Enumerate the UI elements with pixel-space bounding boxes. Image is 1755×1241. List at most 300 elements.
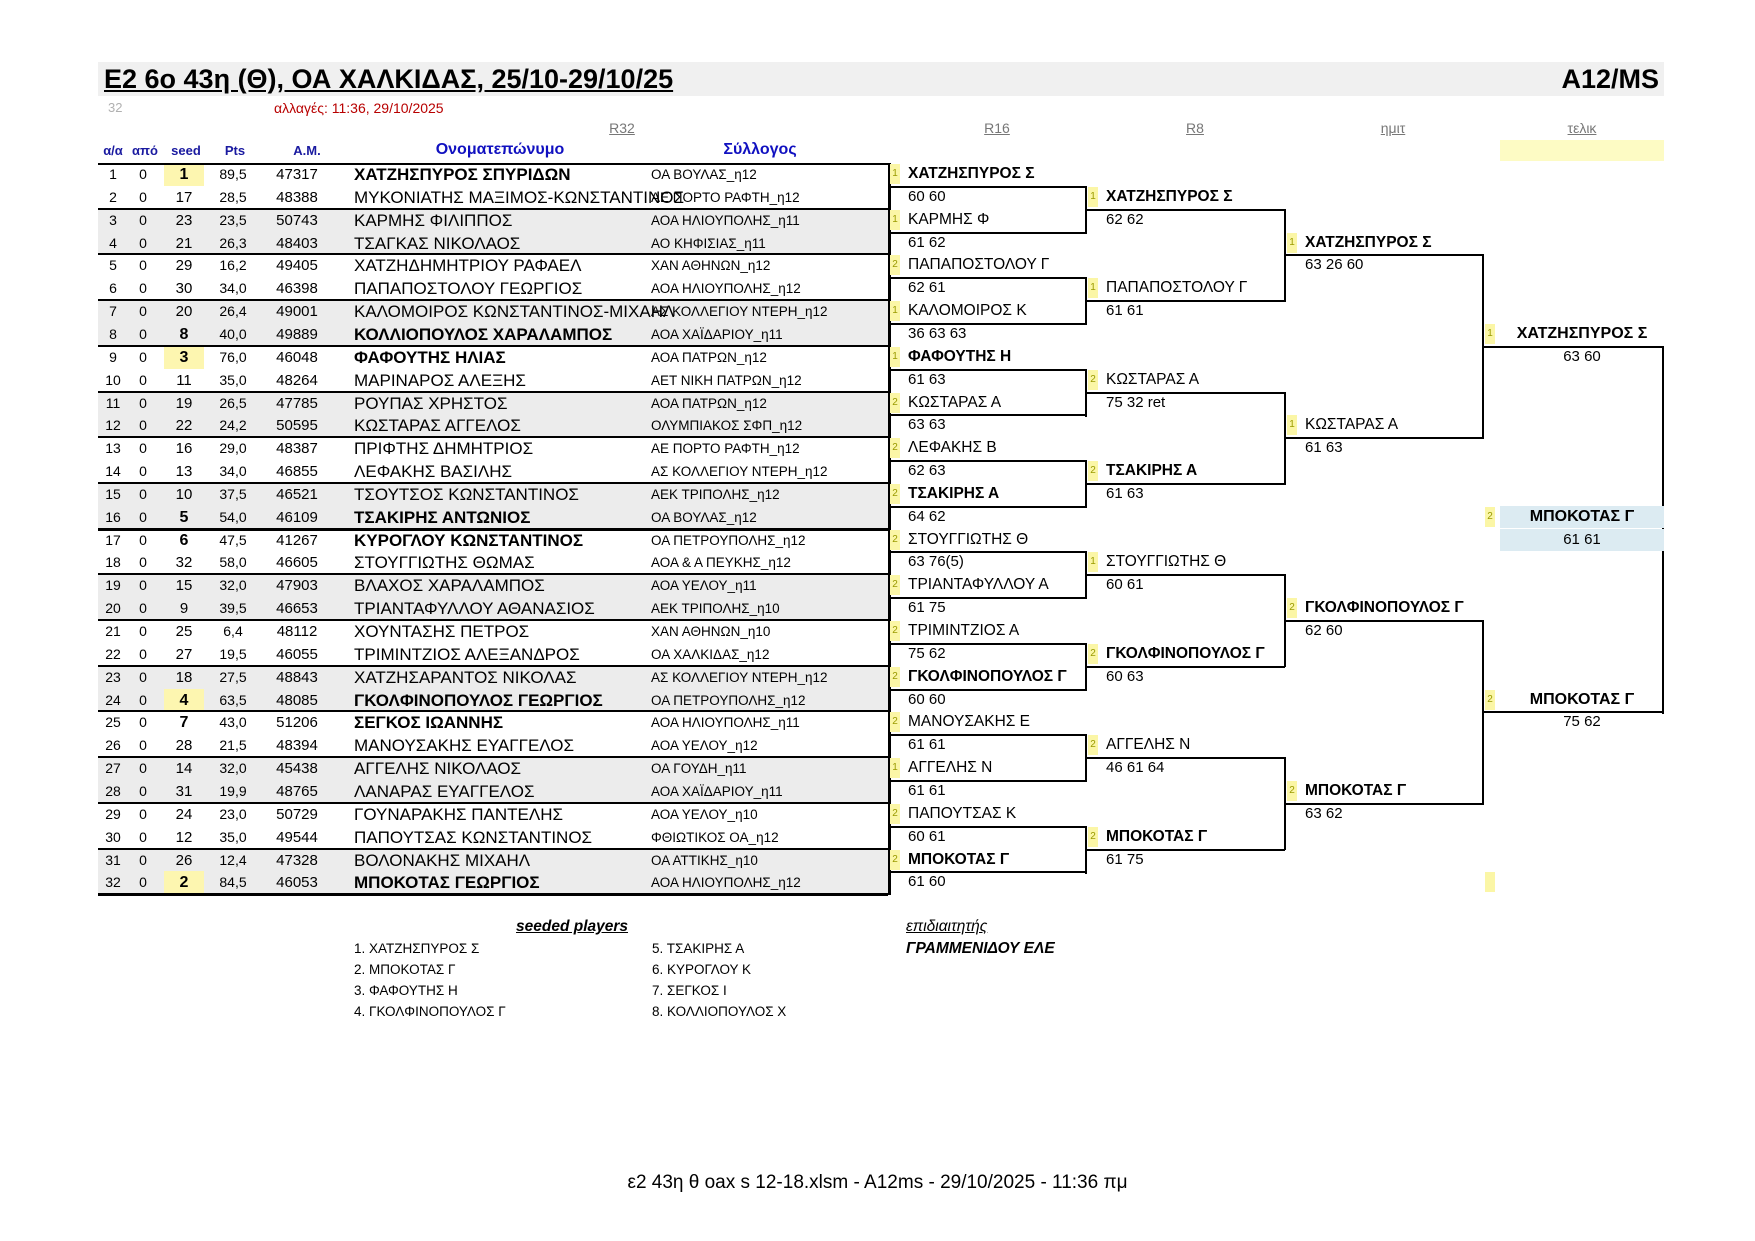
r16-winner-name: ΜΠΟΚΟΤΑΣ Γ bbox=[1106, 827, 1208, 845]
player-seed: 2 bbox=[164, 871, 204, 894]
player-club: ΟΛΥΜΠΙΑΚΟΣ ΣΦΠ_η12 bbox=[651, 418, 803, 434]
r32-winner-name: ΚΩΣΤΑΡΑΣ Α bbox=[908, 393, 1002, 411]
r32-winner-name: ΑΓΓΕΛΗΣ Ν bbox=[908, 759, 993, 777]
player-seed: 23 bbox=[175, 211, 193, 229]
r8-winner-name: ΜΠΟΚΟΤΑΣ Γ bbox=[1305, 781, 1407, 799]
bracket-position-marker: 2 bbox=[1287, 781, 1297, 801]
player-club: ΑΟΑ ΗΛΙΟΥΠΟΛΗΣ_η11 bbox=[651, 212, 800, 228]
table-row bbox=[98, 369, 888, 392]
table-row bbox=[98, 506, 888, 529]
table-border bbox=[98, 436, 888, 438]
player-number: 10 bbox=[105, 371, 121, 388]
player-from: 0 bbox=[139, 668, 147, 685]
table-border bbox=[98, 756, 888, 758]
bracket-position-marker: 1 bbox=[890, 210, 900, 230]
r32-winner-name: ΠΑΠΟΥΤΣΑΣ Κ bbox=[908, 804, 1017, 822]
player-from: 0 bbox=[139, 554, 147, 571]
r16-winner-name: ΤΣΑΚΙΡΗΣ Α bbox=[1106, 462, 1198, 480]
r32-winner-score: 75 62 bbox=[908, 644, 946, 662]
footer-file-info: ε2 43η θ oax s 12-18.xlsm - A12ms - 29/10/2025 - 11:36 πμ bbox=[627, 1172, 1128, 1193]
bracket-position-marker: 2 bbox=[1088, 827, 1098, 847]
table-border bbox=[98, 710, 888, 712]
player-club: ΑΟΑ & Α ΠΕΥΚΗΣ_η12 bbox=[651, 555, 791, 571]
bracket-position-marker: 2 bbox=[890, 484, 900, 504]
bracket-position-marker: 1 bbox=[1088, 552, 1098, 572]
table-row bbox=[98, 780, 888, 803]
bracket-position-marker: 2 bbox=[1287, 598, 1297, 618]
player-points: 26,5 bbox=[219, 394, 247, 411]
table-row bbox=[98, 277, 888, 300]
table-row bbox=[98, 826, 888, 849]
table-row bbox=[98, 803, 888, 826]
player-number: 26 bbox=[105, 737, 121, 754]
bracket-position-marker: 2 bbox=[1088, 644, 1098, 664]
player-from: 0 bbox=[139, 623, 147, 639]
player-seed: 9 bbox=[179, 600, 189, 618]
player-name: ΒΟΛΟΝΑΚΗΣ ΜΙΧΑΗΛ bbox=[354, 850, 531, 870]
player-name: ΤΣΑΓΚΑΣ ΝΙΚΟΛΑΟΣ bbox=[354, 233, 521, 253]
player-from: 0 bbox=[139, 645, 147, 662]
r16-winner-score: 61 75 bbox=[1106, 850, 1144, 868]
table-border bbox=[98, 893, 888, 896]
player-points: 40,0 bbox=[219, 325, 247, 342]
player-am: 48394 bbox=[276, 737, 318, 755]
r16-winner-score: 61 61 bbox=[1106, 302, 1144, 320]
bracket-position-marker: 2 bbox=[890, 804, 900, 824]
bracket-position-marker: 2 bbox=[890, 393, 900, 413]
r8-winner-name: ΚΩΣΤΑΡΑΣ Α bbox=[1305, 416, 1399, 434]
player-am: 46109 bbox=[276, 508, 318, 526]
bracket-line bbox=[1086, 392, 1285, 394]
player-points: 26,3 bbox=[219, 234, 247, 251]
player-number: 7 bbox=[109, 303, 117, 320]
player-club: ΑΟΑ ΗΛΙΟΥΠΟΛΗΣ_η11 bbox=[651, 715, 800, 731]
bracket-line bbox=[1086, 757, 1285, 759]
player-club: ΟΑ ΠΕΤΡΟΥΠΟΛΗΣ_η12 bbox=[651, 532, 806, 548]
table-row bbox=[98, 689, 888, 712]
r32-winner-score: 60 60 bbox=[908, 690, 946, 708]
player-from: 0 bbox=[139, 600, 147, 617]
col-header-pts: Pts bbox=[224, 143, 246, 158]
r16-winner-name: ΧΑΤΖΗΣΠΥΡΟΣ Σ bbox=[1106, 187, 1233, 205]
player-points: 23,0 bbox=[219, 805, 247, 822]
r16-winner-name: ΑΓΓΕΛΗΣ Ν bbox=[1106, 736, 1191, 754]
bracket-position-marker: 1 bbox=[1287, 233, 1297, 253]
r16-winner-name: ΓΚΟΛΦΙΝΟΠΟΥΛΟΣ Γ bbox=[1106, 644, 1265, 662]
bracket-line bbox=[888, 689, 1086, 691]
player-name: ΧΑΤΖΗΣΑΡΑΝΤΟΣ ΝΙΚΟΛΑΣ bbox=[354, 667, 577, 687]
r32-winner-score: 61 75 bbox=[908, 599, 946, 617]
player-seed: 16 bbox=[175, 440, 193, 458]
bracket-line bbox=[1086, 483, 1285, 485]
r32-winner-score: 62 63 bbox=[908, 462, 946, 480]
player-seed: 11 bbox=[176, 371, 192, 389]
player-seed: 12 bbox=[175, 828, 193, 846]
referee-label: επιδιαιτητής bbox=[906, 918, 988, 935]
player-points: 27,5 bbox=[219, 668, 247, 685]
player-number: 27 bbox=[105, 760, 121, 777]
player-name: ΠΑΠΟΥΤΣΑΣ ΚΩΝΣΤΑΝΤΙΝΟΣ bbox=[354, 827, 593, 847]
r32-winner-name: ΤΡΙΜΙΝΤΖΙΟΣ Α bbox=[908, 622, 1020, 639]
player-points: 32,0 bbox=[219, 577, 247, 594]
r16-winner-name: ΣΤΟΥΓΓΙΩΤΗΣ Θ bbox=[1106, 553, 1227, 571]
player-from: 0 bbox=[139, 805, 147, 822]
player-name: ΚΟΛΛΙΟΠΟΥΛΟΣ ΧΑΡΑΛΑΜΠΟΣ bbox=[354, 324, 613, 344]
bracket-line bbox=[1086, 209, 1285, 211]
player-am: 46053 bbox=[276, 874, 318, 892]
bracket-position-marker: 2 bbox=[1088, 461, 1098, 481]
player-number: 21 bbox=[105, 623, 121, 639]
player-points: 12,4 bbox=[219, 851, 247, 868]
sf-winner-name: ΧΑΤΖΗΣΠΥΡΟΣ Σ bbox=[1516, 324, 1648, 342]
bracket-line bbox=[1483, 711, 1664, 713]
round-label-final: τελικ bbox=[1567, 120, 1597, 136]
bracket-line bbox=[888, 826, 1086, 828]
r8-winner-name: ΧΑΤΖΗΣΠΥΡΟΣ Σ bbox=[1305, 233, 1432, 251]
player-points: 35,0 bbox=[219, 828, 247, 845]
player-from: 0 bbox=[139, 348, 147, 365]
player-from: 0 bbox=[139, 280, 147, 297]
player-am: 47317 bbox=[276, 166, 318, 183]
player-points: 35,0 bbox=[219, 371, 247, 388]
player-from: 0 bbox=[139, 371, 147, 388]
round-label-r16: R16 bbox=[984, 120, 1010, 136]
table-row bbox=[98, 620, 888, 643]
r32-winner-score: 63 63 bbox=[908, 416, 946, 434]
r16-winner-score: 75 32 ret bbox=[1106, 393, 1166, 411]
player-club: ΟΑ ΓΟΥΔΗ_η11 bbox=[651, 761, 747, 777]
player-seed: 1 bbox=[164, 163, 204, 186]
player-from: 0 bbox=[139, 166, 147, 182]
bracket-position-marker: 1 bbox=[1088, 187, 1098, 207]
r8-winner-score: 63 26 60 bbox=[1305, 256, 1364, 274]
bracket-line bbox=[1086, 849, 1285, 851]
player-from: 0 bbox=[139, 531, 147, 548]
bracket-position-marker: 2 bbox=[1485, 690, 1495, 710]
player-seed: 30 bbox=[175, 280, 193, 298]
r32-winner-score: 63 76(5) bbox=[908, 553, 964, 571]
table-row bbox=[98, 529, 888, 552]
player-from: 0 bbox=[139, 828, 147, 845]
table-row bbox=[98, 460, 888, 483]
player-club: ΑΟΑ ΧΑΪΔΑΡΙΟΥ_η11 bbox=[651, 783, 783, 799]
player-club: ΑΕΤ ΝΙΚΗ ΠΑΤΡΩΝ_η12 bbox=[651, 372, 802, 388]
player-seed: 31 bbox=[175, 782, 193, 800]
player-am: 48388 bbox=[276, 188, 318, 206]
r32-winner-name: ΜΠΟΚΟΤΑΣ Γ bbox=[908, 850, 1010, 868]
seed-entry: 8. ΚΟΛΛΙΟΠΟΥΛΟΣ Χ bbox=[652, 1004, 787, 1019]
bracket-line bbox=[1285, 254, 1483, 256]
player-from: 0 bbox=[139, 691, 147, 708]
player-seed: 25 bbox=[175, 623, 193, 640]
round-label-r32: R32 bbox=[609, 120, 635, 136]
player-points: 39,5 bbox=[219, 600, 247, 617]
player-seed: 8 bbox=[179, 325, 189, 343]
r16-winner-name: ΚΩΣΤΑΡΑΣ Α bbox=[1106, 370, 1200, 388]
table-row bbox=[98, 734, 888, 757]
player-from: 0 bbox=[139, 257, 147, 274]
player-from: 0 bbox=[139, 485, 147, 502]
player-number: 22 bbox=[105, 645, 121, 662]
player-am: 48765 bbox=[276, 782, 318, 800]
player-club: ΑΟΑ ΗΛΙΟΥΠΟΛΗΣ_η12 bbox=[651, 281, 801, 297]
player-seed: 24 bbox=[175, 805, 193, 823]
r16-winner-score: 60 61 bbox=[1106, 576, 1144, 594]
player-club: ΟΑ ΧΑΛΚΙΔΑΣ_η12 bbox=[651, 646, 770, 662]
table-border bbox=[98, 163, 888, 165]
player-name: ΧΑΤΖΗΣΠΥΡΟΣ ΣΠΥΡΙΔΩΝ bbox=[354, 165, 571, 184]
seed-entry: 6. ΚΥΡΟΓΛΟΥ Κ bbox=[652, 962, 752, 977]
r32-winner-score: 61 60 bbox=[908, 873, 946, 891]
player-points: 24,2 bbox=[219, 417, 247, 434]
player-club: ΟΑ ΠΕΤΡΟΥΠΟΛΗΣ_η12 bbox=[651, 692, 806, 708]
table-row bbox=[98, 597, 888, 620]
player-points: 34,0 bbox=[219, 280, 247, 297]
bracket-line bbox=[1285, 620, 1483, 622]
player-name: ΚΑΡΜΗΣ ΦΙΛΙΠΠΟΣ bbox=[354, 210, 513, 230]
table-border bbox=[98, 345, 888, 347]
bracket-position-marker: 2 bbox=[890, 667, 900, 687]
col-header-name: Ονοματεπώνυμο bbox=[435, 141, 565, 158]
player-number: 29 bbox=[105, 805, 121, 822]
bracket-position-marker: 1 bbox=[890, 301, 900, 321]
player-number: 15 bbox=[105, 485, 121, 502]
r32-winner-name: ΦΑΦΟΥΤΗΣ Η bbox=[908, 347, 1012, 365]
player-name: ΣΕΓΚΟΣ ΙΩΑΝΝΗΣ bbox=[354, 713, 504, 733]
table-row bbox=[98, 163, 888, 186]
bracket-position-marker: 2 bbox=[890, 438, 900, 458]
bracket-position-marker: 2 bbox=[890, 575, 900, 595]
seed-entry: 3. ΦΑΦΟΥΤΗΣ Η bbox=[354, 983, 458, 998]
r16-winner-score: 62 62 bbox=[1106, 210, 1144, 228]
draw-size: 32 bbox=[108, 100, 123, 115]
r32-winner-name: ΓΚΟΛΦΙΝΟΠΟΥΛΟΣ Γ bbox=[908, 667, 1067, 685]
player-number: 16 bbox=[105, 508, 121, 525]
r32-winner-score: 61 61 bbox=[908, 736, 946, 754]
referee-name: ΓΡΑΜΜΕΝΙΔΟΥ ΕΛΕ bbox=[906, 940, 1055, 957]
player-club: ΑΟΑ ΠΑΤΡΩΝ_η12 bbox=[651, 349, 767, 365]
player-number: 20 bbox=[105, 600, 121, 617]
player-from: 0 bbox=[139, 440, 147, 457]
bracket-line bbox=[1086, 666, 1285, 668]
table-row bbox=[98, 323, 888, 346]
player-name: ΤΡΙΑΝΤΑΦΥΛΛΟΥ ΑΘΑΝΑΣΙΟΣ bbox=[354, 599, 595, 619]
player-points: 19,5 bbox=[219, 645, 247, 662]
r8-winner-score: 63 62 bbox=[1305, 804, 1343, 822]
r32-winner-score: 61 61 bbox=[908, 781, 946, 799]
player-points: 76,0 bbox=[219, 348, 247, 365]
bracket-position-marker: 2 bbox=[1088, 370, 1098, 390]
r16-winner-name: ΠΑΠΑΠΟΣΤΟΛΟΥ Γ bbox=[1106, 279, 1248, 297]
player-number: 17 bbox=[105, 531, 121, 548]
player-seed: 6 bbox=[179, 531, 189, 549]
table-row bbox=[98, 574, 888, 597]
player-club: ΑΟΑ ΗΛΙΟΥΠΟΛΗΣ_η12 bbox=[651, 875, 801, 891]
table-border bbox=[98, 802, 888, 804]
player-name: ΣΤΟΥΓΓΙΩΤΗΣ ΘΩΜΑΣ bbox=[354, 553, 535, 573]
player-am: 49405 bbox=[276, 257, 318, 275]
player-seed: 5 bbox=[179, 508, 189, 526]
table-row bbox=[98, 849, 888, 872]
table-row bbox=[98, 757, 888, 780]
player-club: ΑΕ ΠΟΡΤΟ ΡΑΦΤΗ_η12 bbox=[651, 441, 800, 457]
bracket-position-marker: 1 bbox=[890, 758, 900, 778]
r32-winner-name: ΧΑΤΖΗΣΠΥΡΟΣ Σ bbox=[908, 165, 1035, 182]
player-name: ΠΡΙΦΤΗΣ ΔΗΜΗΤΡΙΟΣ bbox=[354, 439, 534, 459]
player-points: 63,5 bbox=[219, 691, 247, 708]
player-am: 49001 bbox=[276, 303, 318, 321]
player-name: ΦΑΦΟΥΤΗΣ ΗΛΙΑΣ bbox=[354, 347, 506, 367]
player-from: 0 bbox=[139, 234, 147, 251]
player-club: ΧΑΝ ΑΘΗΝΩΝ_η12 bbox=[651, 258, 771, 274]
player-number: 19 bbox=[105, 577, 121, 594]
table-border bbox=[98, 665, 888, 667]
player-points: 32,0 bbox=[219, 760, 247, 777]
sf-winner-name: ΜΠΟΚΟΤΑΣ Γ bbox=[1529, 690, 1635, 708]
empty-marker bbox=[1485, 872, 1495, 892]
bracket-line bbox=[888, 506, 1086, 508]
player-seed: 15 bbox=[175, 577, 193, 595]
r32-winner-name: ΚΑΛΟΜΟΙΡΟΣ Κ bbox=[908, 302, 1027, 320]
bracket-line bbox=[1285, 803, 1483, 805]
table-border bbox=[98, 299, 888, 301]
player-from: 0 bbox=[139, 508, 147, 525]
sf-winner-score: 63 60 bbox=[1563, 347, 1601, 365]
r32-winner-score: 61 63 bbox=[908, 370, 946, 388]
player-club: ΟΑ ΒΟΥΛΑΣ_η12 bbox=[651, 509, 757, 525]
player-name: ΡΟΥΠΑΣ ΧΡΗΣΤΟΣ bbox=[354, 393, 508, 413]
player-number: 30 bbox=[105, 828, 121, 845]
player-am: 45438 bbox=[276, 760, 318, 778]
player-name: ΤΣΟΥΤΣΟΣ ΚΩΝΣΤΑΝΤΙΝΟΣ bbox=[354, 484, 579, 504]
player-club: ΑΟΑ ΧΑΪΔΑΡΙΟΥ_η11 bbox=[651, 326, 783, 342]
table-row bbox=[98, 186, 888, 209]
player-points: 21,5 bbox=[219, 737, 247, 754]
player-number: 3 bbox=[109, 211, 117, 228]
player-points: 28,5 bbox=[219, 188, 247, 205]
table-border bbox=[98, 482, 888, 484]
r32-winner-name: ΣΤΟΥΓΓΙΩΤΗΣ Θ bbox=[908, 530, 1029, 548]
player-from: 0 bbox=[139, 188, 147, 205]
player-am: 49544 bbox=[276, 828, 318, 846]
player-number: 11 bbox=[105, 394, 121, 411]
player-number: 13 bbox=[105, 440, 121, 457]
player-seed: 27 bbox=[175, 645, 193, 663]
player-seed: 32 bbox=[175, 554, 193, 572]
seed-entry: 5. ΤΣΑΚΙΡΗΣ Α bbox=[652, 941, 745, 956]
player-name: ΚΩΣΤΑΡΑΣ ΑΓΓΕΛΟΣ bbox=[354, 416, 521, 436]
bracket-line bbox=[1483, 346, 1664, 348]
player-am: 49889 bbox=[276, 325, 318, 343]
final-header-box bbox=[1500, 140, 1664, 161]
player-am: 48112 bbox=[276, 623, 318, 640]
player-points: 47,5 bbox=[219, 531, 247, 548]
player-name: ΤΡΙΜΙΝΤΖΙΟΣ ΑΛΕΞΑΝΔΡΟΣ bbox=[354, 644, 580, 664]
bracket-position-marker: 1 bbox=[890, 164, 900, 184]
player-from: 0 bbox=[139, 325, 147, 342]
player-name: ΧΟΥΝΤΑΣΗΣ ΠΕΤΡΟΣ bbox=[354, 622, 530, 641]
player-name: ΛΕΦΑΚΗΣ ΒΑΣΙΛΗΣ bbox=[354, 462, 513, 482]
player-from: 0 bbox=[139, 851, 147, 868]
player-points: 34,0 bbox=[219, 463, 247, 480]
bracket-line bbox=[888, 369, 1086, 371]
player-number: 5 bbox=[109, 257, 117, 274]
bracket-line bbox=[888, 597, 1086, 599]
bracket-line bbox=[888, 277, 1086, 279]
player-am: 46055 bbox=[276, 645, 318, 663]
player-club: ΑΕΚ ΤΡΙΠΟΛΗΣ_η10 bbox=[651, 601, 780, 617]
r32-winner-name: ΤΣΑΚΙΡΗΣ Α bbox=[908, 484, 1000, 502]
col-header-no: α/α bbox=[103, 143, 123, 158]
bracket-position-marker: 1 bbox=[1485, 324, 1495, 344]
player-number: 1 bbox=[109, 166, 117, 182]
table-row bbox=[98, 300, 888, 323]
table-border bbox=[98, 528, 888, 531]
col-header-am: Α.Μ. bbox=[293, 143, 321, 158]
player-number: 2 bbox=[109, 188, 117, 205]
bracket-line bbox=[1086, 300, 1285, 302]
bracket-position-marker: 2 bbox=[890, 712, 900, 732]
table-border bbox=[98, 848, 888, 850]
bracket-line bbox=[888, 232, 1086, 234]
player-name: ΜΑΝΟΥΣΑΚΗΣ ΕΥΑΓΓΕΛΟΣ bbox=[354, 736, 575, 756]
bracket-line bbox=[888, 734, 1086, 736]
player-number: 31 bbox=[105, 851, 121, 868]
player-am: 48264 bbox=[276, 371, 318, 389]
bracket-position-marker: 2 bbox=[890, 255, 900, 275]
player-am: 47328 bbox=[276, 851, 318, 869]
player-am: 50595 bbox=[276, 417, 318, 435]
champion-name: ΜΠΟΚΟΤΑΣ Γ bbox=[1500, 506, 1664, 528]
bracket-line bbox=[888, 780, 1086, 782]
table-border bbox=[98, 573, 888, 575]
table-row bbox=[98, 346, 888, 369]
player-seed: 20 bbox=[175, 303, 193, 321]
r32-winner-score: 62 61 bbox=[908, 279, 946, 297]
player-number: 18 bbox=[105, 554, 121, 571]
r32-winner-score: 61 62 bbox=[908, 233, 946, 251]
round-label-r8: R8 bbox=[1186, 120, 1204, 136]
bracket-line bbox=[1285, 437, 1483, 439]
player-seed: 28 bbox=[175, 737, 193, 755]
player-seed: 17 bbox=[175, 188, 193, 206]
player-number: 6 bbox=[109, 280, 117, 297]
player-am: 46048 bbox=[276, 348, 318, 366]
player-points: 26,4 bbox=[219, 303, 247, 320]
table-border bbox=[98, 253, 888, 255]
bracket-position-marker: 1 bbox=[890, 347, 900, 367]
player-seed: 14 bbox=[175, 760, 193, 778]
bracket-position-marker: 1 bbox=[1287, 415, 1297, 435]
table-row bbox=[98, 483, 888, 506]
player-name: ΑΓΓΕΛΗΣ ΝΙΚΟΛΑΟΣ bbox=[354, 759, 522, 779]
player-am: 48403 bbox=[276, 234, 318, 252]
player-am: 41267 bbox=[276, 531, 318, 549]
player-seed: 19 bbox=[175, 394, 193, 412]
table-row bbox=[98, 414, 888, 437]
category-label: A12/MS bbox=[1561, 64, 1659, 94]
bracket-line bbox=[888, 460, 1086, 462]
r32-winner-score: 64 62 bbox=[908, 507, 946, 525]
col-header-club: Σύλλογος bbox=[723, 141, 797, 158]
player-points: 37,5 bbox=[219, 485, 247, 502]
bracket-position-marker: 2 bbox=[890, 530, 900, 550]
player-number: 32 bbox=[105, 874, 121, 891]
page-title: Ε2 6ο 43η (Θ), ΟΑ ΧΑΛΚΙΔΑΣ, 25/10-29/10/25 bbox=[104, 64, 674, 94]
player-club: ΑΟΑ ΥΕΛΟΥ_η12 bbox=[651, 738, 758, 754]
table-row bbox=[98, 392, 888, 415]
player-name: ΜΠΟΚΟΤΑΣ ΓΕΩΡΓΙΟΣ bbox=[354, 873, 540, 893]
